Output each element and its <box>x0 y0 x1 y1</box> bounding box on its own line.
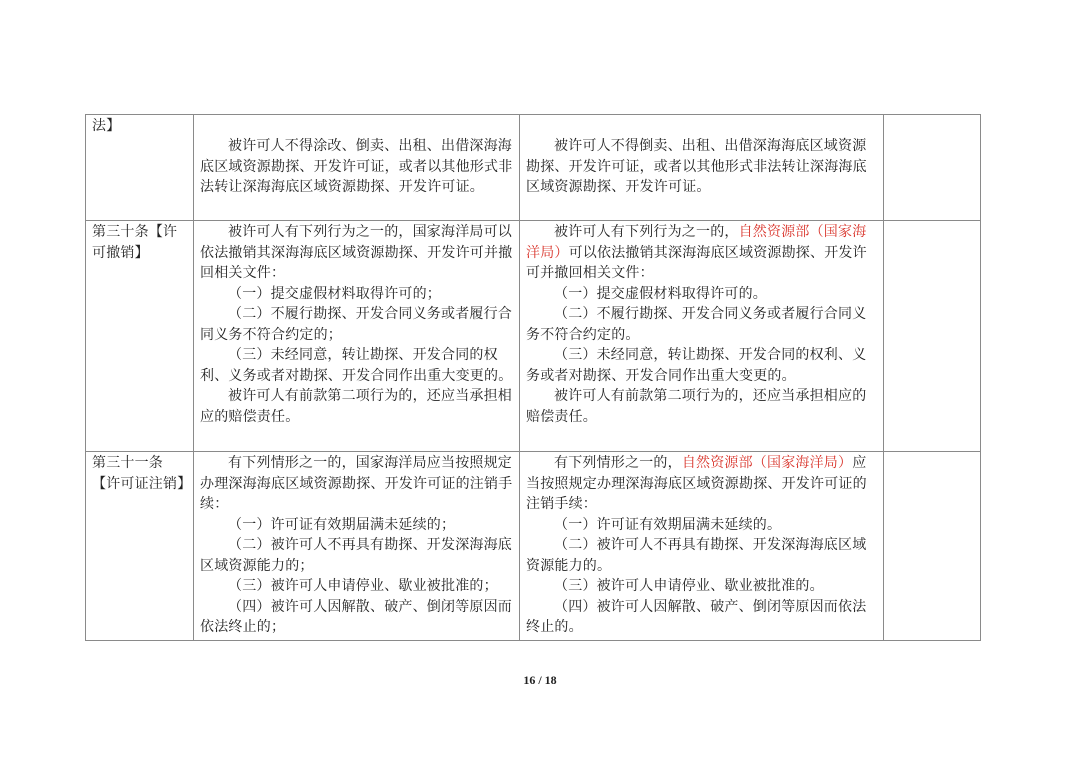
revised-text-cell <box>520 221 884 452</box>
article-cell <box>86 221 194 452</box>
revised-text-cell <box>520 115 884 221</box>
revised-paragraph: （一）许可证有效期届满未延续的。 <box>554 516 782 533</box>
revised-paragraph: （四）被许可人因解散、破产、倒闭等原因而依法终止的。 <box>526 598 867 635</box>
revised-paragraph: （二）不履行勘探、开发合同义务或者履行合同义务不符合约定的。 <box>526 306 867 343</box>
revised-paragraph: 被许可人有前款第二项行为的，还应当承担相应的赔偿责任。 <box>526 388 867 425</box>
revised-paragraph <box>526 453 877 515</box>
original-text-cell <box>194 452 520 641</box>
revised-paragraph: （一）提交虚假材料取得许可的。 <box>554 285 767 302</box>
highlighted-revision: 自然资源部（国家海洋局） <box>526 224 867 261</box>
article-cell <box>86 115 194 221</box>
highlighted-revision: 自然资源部（国家海洋局） <box>681 455 853 471</box>
original-text-cell <box>194 221 520 452</box>
original-paragraph: 被许可人有前款第二项行为的，还应当承担相应的赔偿责任。 <box>200 388 512 425</box>
original-paragraph: （三）未经同意，转让勘探、开发合同的权利、义务或者对勘探、开发合同作出重大变更的。 <box>200 347 513 384</box>
article-cell <box>86 452 194 641</box>
table-row <box>86 221 981 452</box>
note-cell <box>884 115 981 221</box>
table-row <box>86 115 981 221</box>
article-title: 法】 <box>92 118 121 134</box>
note-cell <box>884 221 981 452</box>
revised-text: 有下列情形之一的， <box>554 455 682 471</box>
original-paragraph: （三）被许可人申请停业、歇业被批准的； <box>228 578 498 594</box>
article-title: 第三十一条【许可证注销】 <box>92 455 192 492</box>
original-paragraph: （一）许可证有效期届满未延续的； <box>228 516 456 533</box>
original-paragraph: （二）被许可人不再具有勘探、开发深海海底区域资源能力的； <box>200 537 512 574</box>
note-cell <box>884 452 981 641</box>
original-paragraph: 被许可人有下列行为之一的，国家海洋局可以依法撤销其深海海底区域资源勘探、开发许可并撤回相关文件： <box>200 224 513 281</box>
original-text-cell <box>194 115 520 221</box>
revised-text: 可以依法撤销其深海海底区域资源勘探、开发许可并撤回相关文件： <box>526 244 867 281</box>
revised-text: 应当按照规定办理深海海底区域资源勘探、开发许可证的注销手续： <box>526 455 867 512</box>
revised-paragraph: （二）被许可人不再具有勘探、开发深海海底区域资源能力的。 <box>526 537 867 574</box>
revised-paragraph: 被许可人不得倒卖、出租、出借深海海底区域资源勘探、开发许可证，或者以其他形式非法转让深海海底区域资源勘探、开发许可证。 <box>526 138 867 195</box>
original-paragraph: （四）被许可人因解散、破产、倒闭等原因而依法终止的； <box>200 598 512 635</box>
revised-text-cell <box>520 452 884 641</box>
article-title: 第三十条【许可撤销】 <box>92 224 178 261</box>
revised-paragraph: （三）未经同意，转让勘探、开发合同的权利、义务或者对勘探、开发合同作出重大变更的。 <box>526 347 867 384</box>
original-paragraph: （二）不履行勘探、开发合同义务或者履行合同义务不符合约定的； <box>200 306 512 343</box>
comparison-table <box>85 114 981 641</box>
revised-paragraph <box>526 222 877 284</box>
original-paragraph: 被许可人不得涂改、倒卖、出租、出借深海海底区域资源勘探、开发许可证，或者以其他形式非法转让深海海底区域资源勘探、开发许可证。 <box>200 138 513 195</box>
table-row <box>86 452 981 641</box>
original-paragraph: （一）提交虚假材料取得许可的； <box>228 285 441 302</box>
original-paragraph: 有下列情形之一的，国家海洋局应当按照规定办理深海海底区域资源勘探、开发许可证的注销手续： <box>200 455 513 512</box>
page-number: 16 / 18 <box>523 673 557 687</box>
revised-paragraph: （三）被许可人申请停业、歇业被批准的。 <box>554 578 824 594</box>
revised-text: 被许可人有下列行为之一的， <box>554 224 739 240</box>
